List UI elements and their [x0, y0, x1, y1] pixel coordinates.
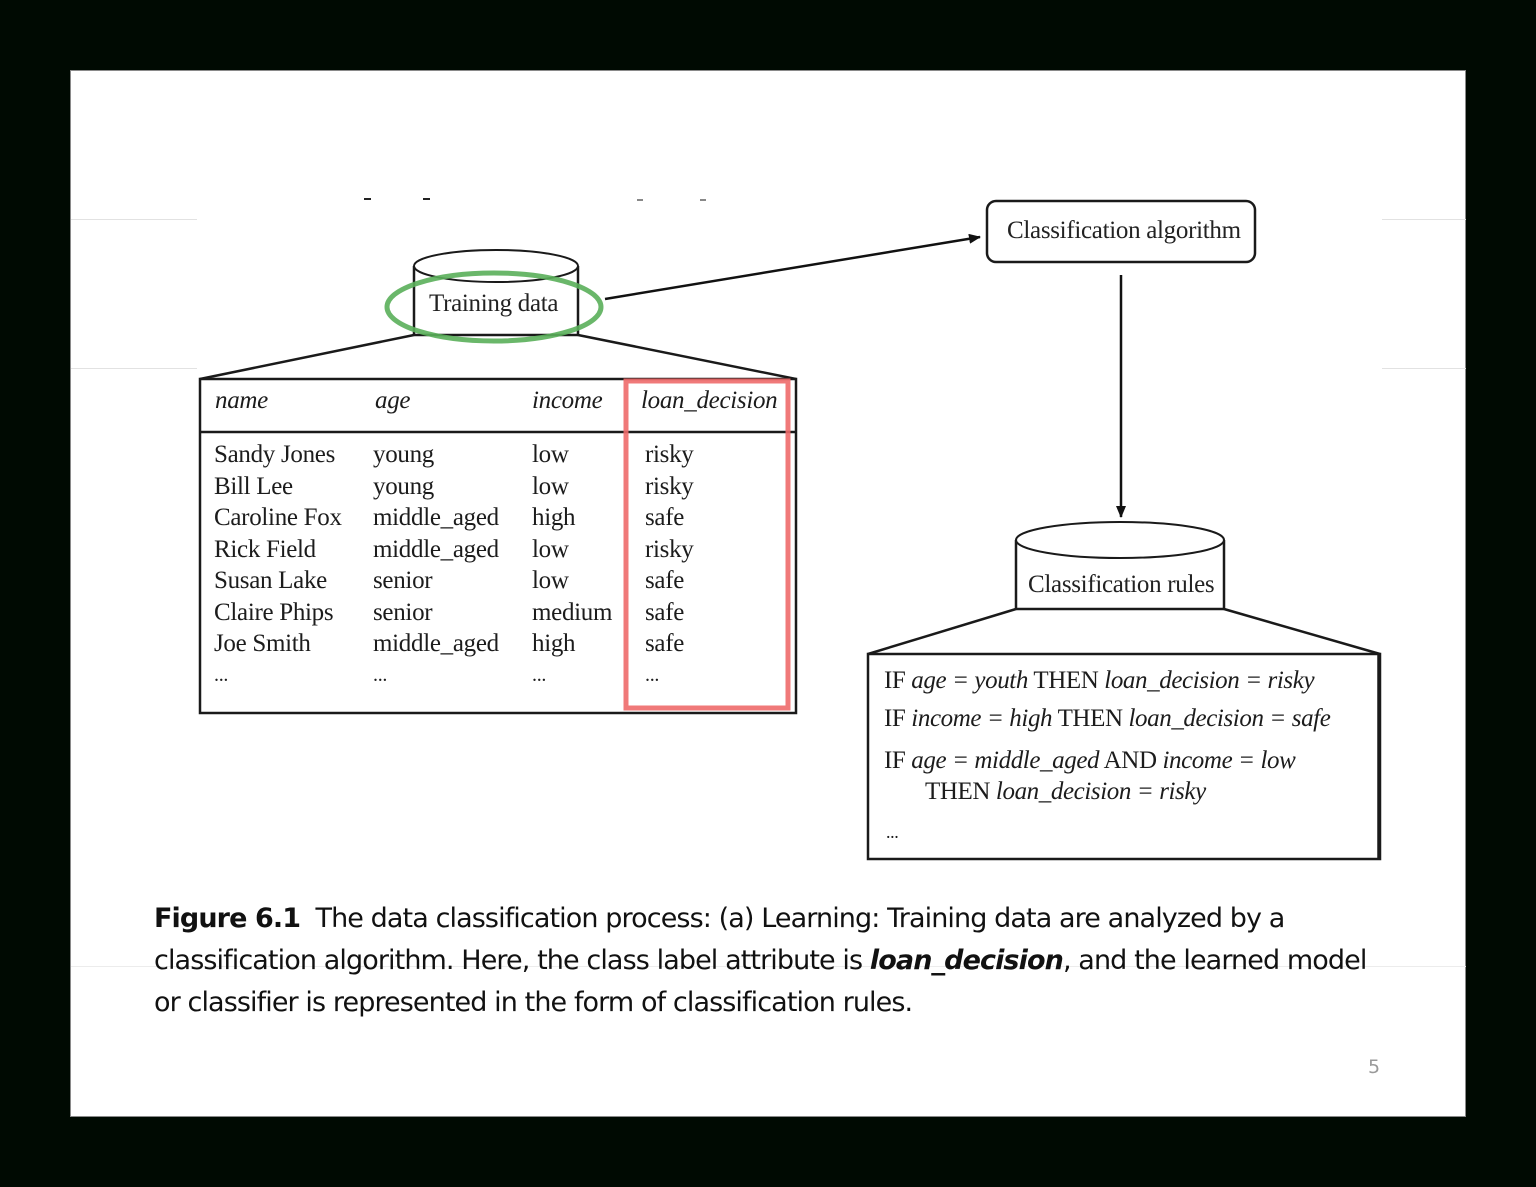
rule-keyword: THEN [1033, 667, 1099, 694]
rule-attribute: age [911, 667, 947, 694]
rule-operator: = [1238, 747, 1255, 774]
table-cell-loan-decision: risky [645, 536, 694, 563]
rule-operator: = [1136, 778, 1154, 805]
table-cell-name: Joe Smith [214, 630, 311, 657]
table-cell-name: Rick Field [214, 536, 316, 563]
rule-attribute: loan_decision [995, 778, 1131, 805]
column-header-loan-decision: loan_decision [641, 387, 778, 414]
rule-keyword: THEN [925, 778, 991, 805]
column-header-name: name [215, 387, 268, 414]
table-cell-age: senior [373, 599, 433, 626]
figure-caption [154, 898, 1384, 1024]
rule-operator: = [1245, 667, 1262, 694]
rule-value: low [1260, 747, 1296, 774]
connector-line [200, 335, 414, 379]
page-number: 5 [1368, 1056, 1381, 1078]
rule-value: risky [1159, 778, 1206, 805]
table-cell-age: middle_aged [373, 630, 499, 657]
table-cell-income: low [532, 441, 569, 468]
caption-text-part2: , and the learned model or classifier is represented in the form of classification rules. [154, 945, 1367, 1018]
rule-attribute: loan_decision [1104, 667, 1240, 694]
classification-rules-label: Classification rules [1028, 571, 1215, 598]
rule-1 [884, 667, 1314, 695]
table-cell-income: low [532, 536, 569, 563]
rule-operator: = [1269, 705, 1286, 732]
caption-emphasis: loan_decision [869, 945, 1063, 976]
rule-value: high [1009, 705, 1053, 732]
table-cell-name: ... [214, 664, 229, 686]
table-cell-income: high [532, 630, 576, 657]
training-data-label: Training data [429, 290, 559, 317]
rule-keyword: IF [884, 667, 906, 694]
figure-label: Figure 6.1 [154, 903, 301, 934]
table-cell-income: ... [532, 664, 547, 686]
rule-2 [884, 705, 1330, 733]
table-cell-loan-decision: ... [645, 664, 660, 686]
rule-value: youth [974, 667, 1028, 694]
rule-attribute: loan_decision [1128, 705, 1264, 732]
rule-3-line-1 [884, 747, 1295, 775]
rule-operator: = [986, 705, 1004, 732]
arrow-to-algorithm [605, 237, 980, 299]
rule-attribute: income [1162, 747, 1233, 774]
rule-operator: = [952, 747, 969, 774]
rule-keyword: THEN [1057, 705, 1123, 732]
table-cell-age: middle_aged [373, 504, 499, 531]
connector-line [1224, 609, 1380, 654]
table-cell-loan-decision: risky [645, 473, 694, 500]
table-cell-name: Susan Lake [214, 567, 327, 594]
table-cell-age: ... [373, 664, 388, 686]
rule-operator: = [952, 667, 969, 694]
table-cell-age: young [373, 441, 435, 468]
table-cell-loan-decision: safe [645, 630, 685, 657]
caption-text-part1: The data classification process: (a) Learning: Training data are analyzed by a classification algorithm. Here, the class label attribute is [154, 903, 1293, 976]
table-cell-income: high [532, 504, 576, 531]
rule-keyword: IF [884, 747, 906, 774]
column-header-income: income [532, 387, 603, 414]
table-cell-income: low [532, 567, 569, 594]
table-cell-name: Sandy Jones [214, 441, 336, 468]
table-cell-name: Claire Phips [214, 599, 334, 626]
table-cell-loan-decision: safe [645, 567, 685, 594]
rule-keyword: IF [884, 705, 906, 732]
table-cell-income: low [532, 473, 569, 500]
table-cell-loan-decision: risky [645, 441, 694, 468]
table-cell-name: Bill Lee [214, 473, 293, 500]
rule-value: safe [1291, 705, 1331, 732]
rule-attribute: income [911, 705, 982, 732]
rule-value: risky [1267, 667, 1315, 694]
table-cell-age: young [373, 473, 435, 500]
table-cell-age: middle_aged [373, 536, 499, 563]
classification-algorithm-label: Classification algorithm [1007, 217, 1241, 244]
table-cell-age: senior [373, 567, 433, 594]
rule-value: middle_aged [974, 747, 1100, 774]
rules-ellipsis: ... [886, 822, 899, 842]
column-header-age: age [375, 387, 411, 414]
rule-keyword: AND [1103, 747, 1157, 774]
table-cell-loan-decision: safe [645, 599, 685, 626]
table-cell-income: medium [532, 599, 613, 626]
table-cell-name: Caroline Fox [214, 504, 342, 531]
rule-3-line-2 [925, 778, 1206, 806]
rule-attribute: age [911, 747, 947, 774]
connector-line [578, 335, 796, 379]
connector-line [868, 609, 1016, 654]
table-cell-loan-decision: safe [645, 504, 685, 531]
